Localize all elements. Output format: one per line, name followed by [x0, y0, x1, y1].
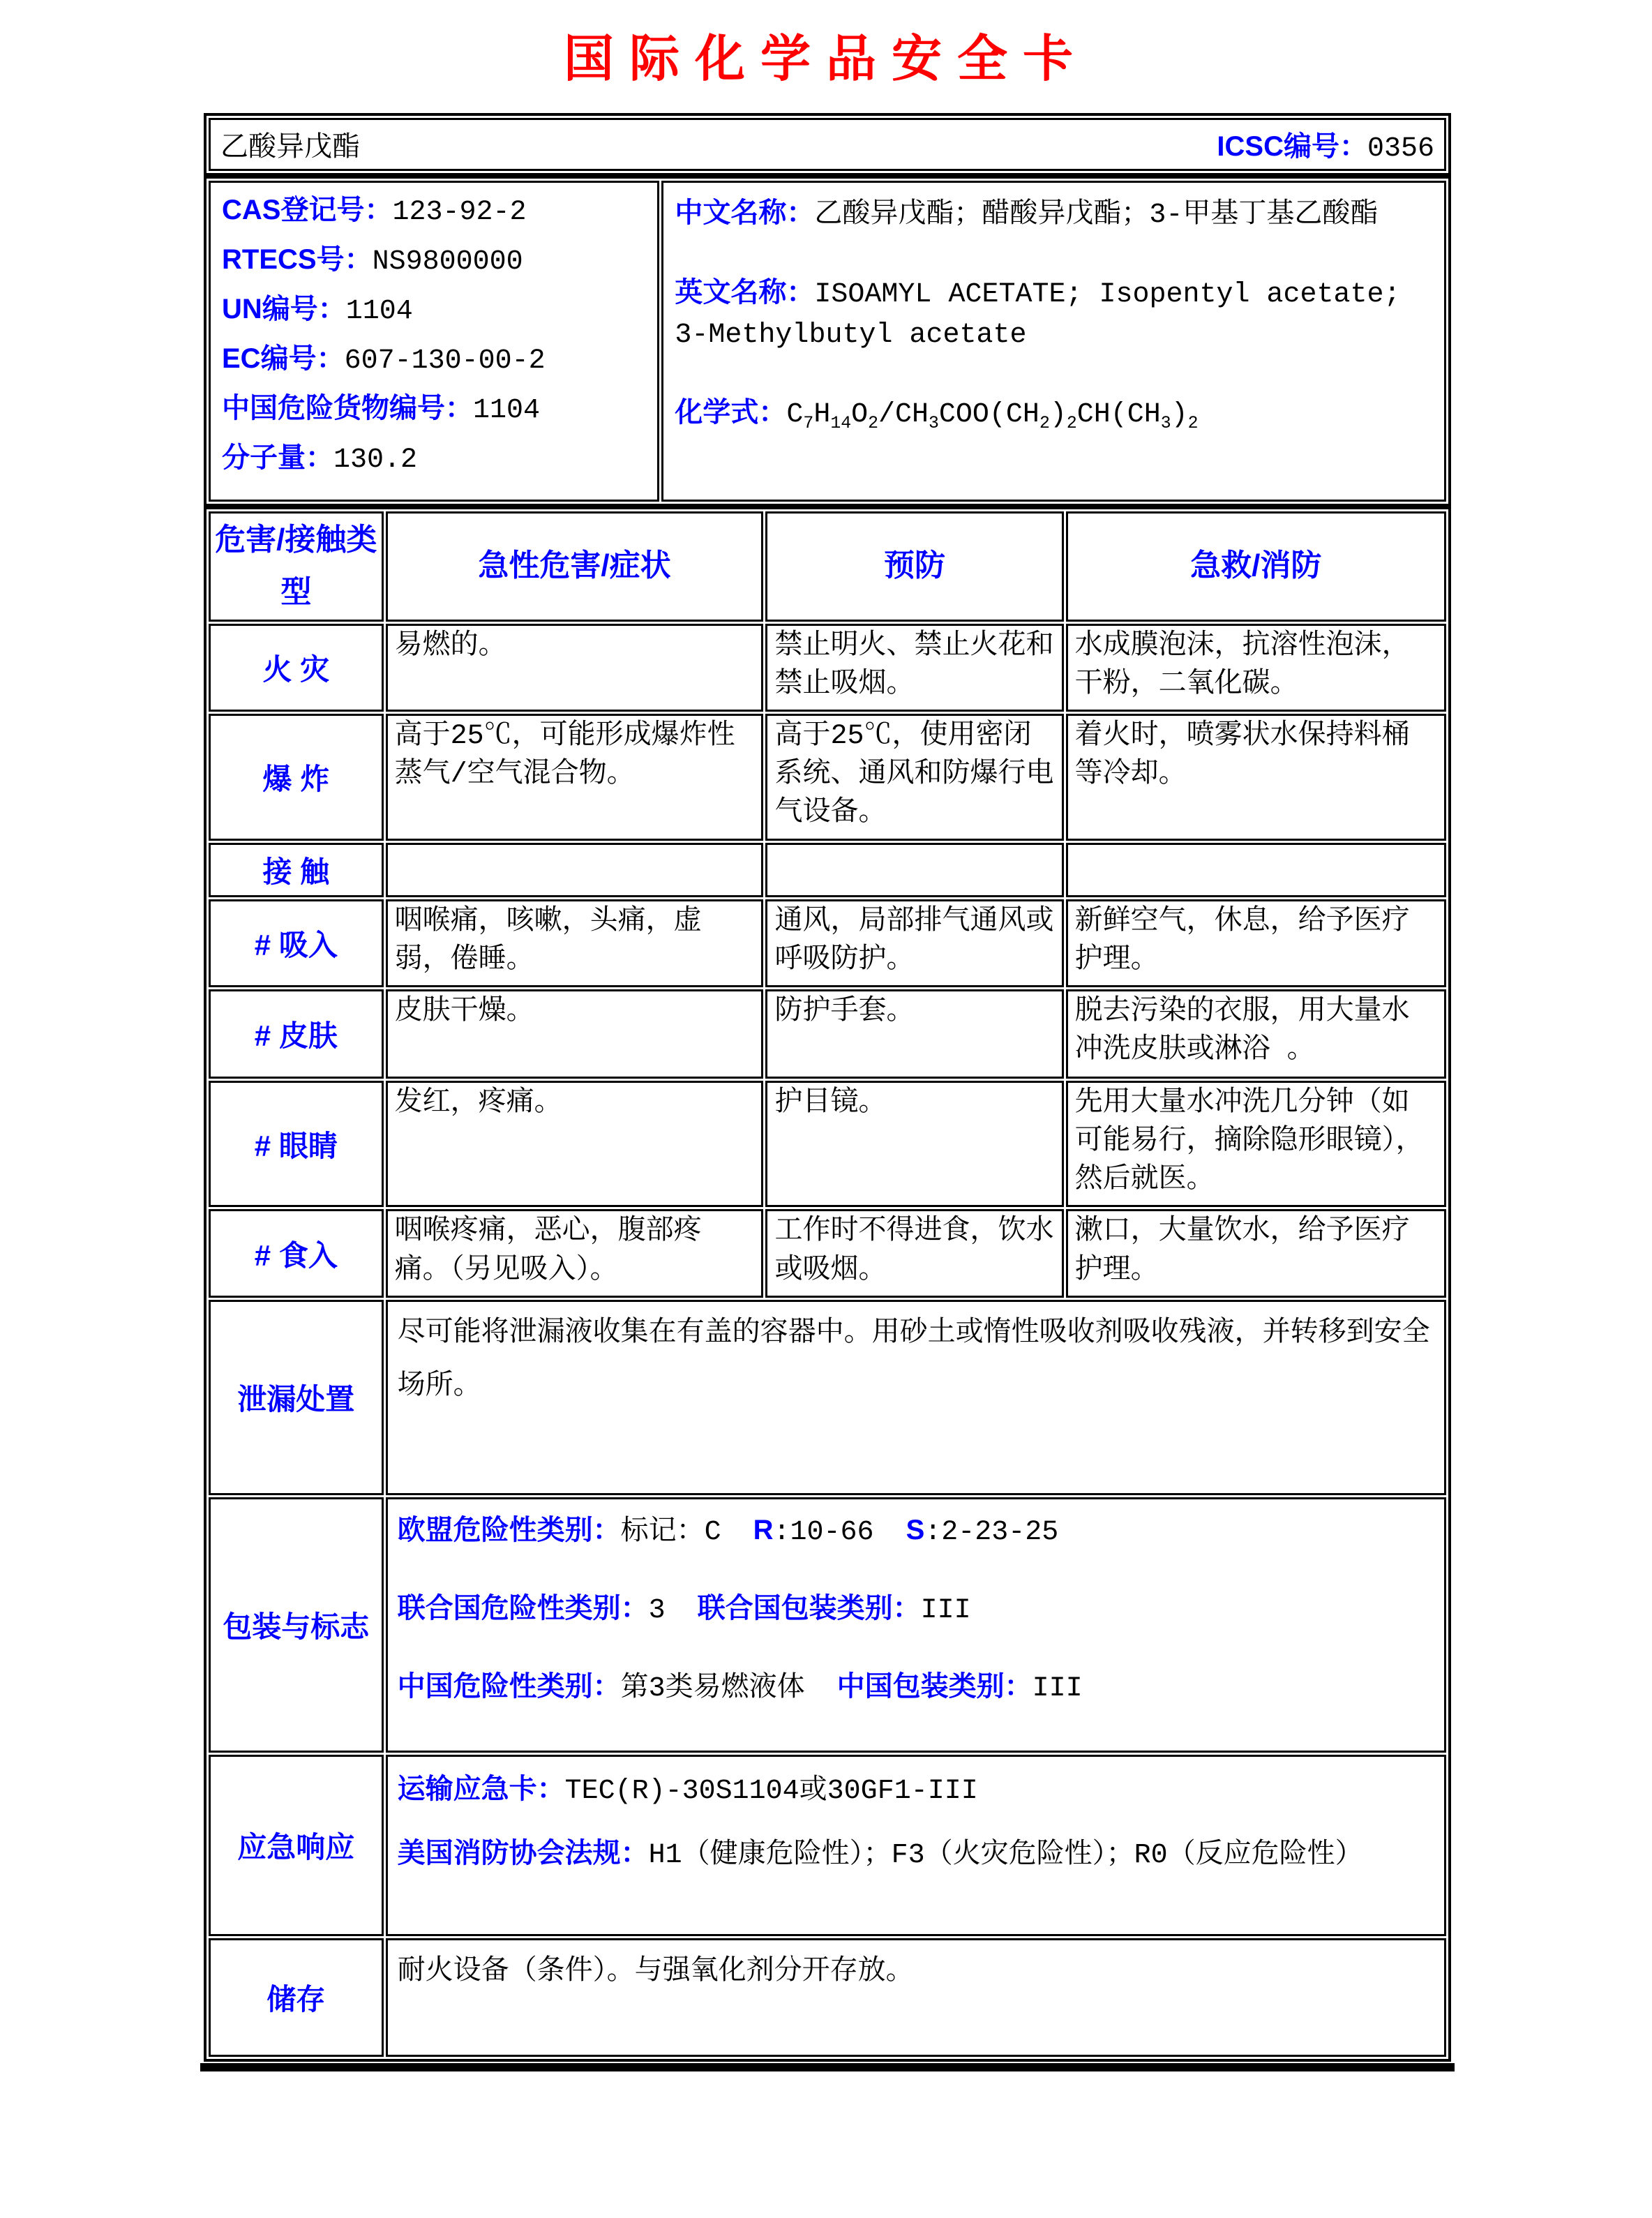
- cell-prevention: 护目镜。: [765, 1081, 1063, 1208]
- cn-class-line: [398, 1667, 1434, 1709]
- formula-value: $C_7H_{14}O_2/CH_3COO(CH_2)_2CH(CH_3)_2$: [786, 399, 1199, 433]
- cell-prevention: 高于25℃，使用密闭系统、通风和防爆行电气设备。: [765, 714, 1063, 841]
- identifier-line: [222, 193, 646, 230]
- eu-class-label: 欧盟危险性类别：: [397, 1514, 621, 1545]
- row-type-label: # 眼睛: [209, 1081, 384, 1208]
- icsc-label: ICSC编号：: [1217, 131, 1367, 162]
- tec-card-label: 运输应急卡：: [397, 1773, 565, 1804]
- identifier-label: UN编号：: [222, 294, 346, 324]
- en-name-label: 英文名称：: [675, 277, 815, 308]
- identifier-label: CAS登记号：: [222, 195, 393, 225]
- identifier-value: 1104: [473, 395, 541, 426]
- cell-symptoms: 皮肤干燥。: [386, 989, 764, 1079]
- identifiers-cell: [209, 181, 659, 502]
- un-class-line: [398, 1589, 1434, 1631]
- name-row: [209, 118, 1446, 171]
- row-type-label: # 食入: [209, 1209, 384, 1297]
- identifier-label: RTECS号：: [222, 244, 373, 275]
- header-symptoms: 急性危害/症状: [386, 511, 764, 622]
- cn-name-line: [675, 193, 1433, 236]
- row-type-label: # 皮肤: [209, 989, 384, 1079]
- row-type-label: 接 触: [209, 843, 384, 897]
- cell-prevention: 工作时不得进食，饮水或吸烟。: [765, 1209, 1063, 1297]
- tec-line: [398, 1762, 1434, 1818]
- hazard-row-skin: [209, 989, 1446, 1079]
- hazard-header-row: [209, 511, 1446, 622]
- spill-title: 泄漏处置: [209, 1300, 384, 1495]
- un-pack-label: 联合国包装类别：: [697, 1592, 921, 1624]
- identifier-line: [222, 391, 646, 428]
- hazard-table: [204, 507, 1451, 2062]
- row-type-label: 爆 炸: [209, 714, 384, 841]
- row-type-label: # 吸入: [209, 899, 384, 987]
- cell-prevention: 通风，局部排气通风或呼吸防护。: [765, 899, 1063, 987]
- cell-response: 先用大量水冲洗几分钟（如可能易行，摘除隐形眼镜），然后就医。: [1066, 1081, 1446, 1208]
- un-class-value: 3: [648, 1594, 666, 1626]
- cn-pack-value: III: [1032, 1672, 1083, 1704]
- nfpa-value: H1（健康危险性）；F3（火灾危险性）；R0（反应危险性）: [648, 1839, 1363, 1871]
- cell-symptoms: 咽喉痛，咳嗽，头痛，虚弱，倦睡。: [386, 899, 764, 987]
- eu-class-line: [398, 1511, 1434, 1552]
- packaging-title: 包装与标志: [209, 1497, 384, 1753]
- hazard-row-explosion: [209, 714, 1446, 841]
- cn-name-value: 乙酸异戊酯；醋酸异戊酯；3-甲基丁基乙酸酯: [814, 200, 1379, 231]
- nfpa-label: 美国消防协会法规：: [397, 1837, 649, 1868]
- cell-prevention: 防护手套。: [765, 989, 1063, 1079]
- storage-title: 储存: [209, 1938, 384, 2057]
- cn-name-label: 中文名称：: [675, 197, 815, 228]
- nfpa-line: [398, 1827, 1434, 1882]
- hazard-row-exposure: [209, 843, 1446, 897]
- s-phrase-value: :2-23-25: [924, 1516, 1059, 1548]
- un-pack-value: III: [920, 1594, 971, 1626]
- cn-class-label: 中国危险性类别：: [397, 1670, 621, 1702]
- identifier-line: [222, 292, 646, 329]
- tec-card-value: TEC(R)-30S1104或30GF1-III: [564, 1775, 978, 1807]
- cell-response: 脱去污染的衣服，用大量水冲洗皮肤或淋浴 。: [1066, 989, 1446, 1079]
- cn-class-value: 第3类易燃液体: [620, 1672, 805, 1704]
- identifier-line: [222, 242, 646, 280]
- identifier-value: 130.2: [333, 444, 418, 476]
- eu-class-value: 标记：C: [620, 1516, 721, 1548]
- cell-prevention: [765, 843, 1063, 897]
- header-prevention: 预防: [765, 511, 1063, 622]
- spill-text: 尽可能将泄漏液收集在有盖的容器中。用砂土或惰性吸收剂吸收残液，并转移到安全场所。: [397, 1317, 1430, 1402]
- r-phrase-label: R: [753, 1514, 774, 1545]
- un-class-label: 联合国危险性类别：: [397, 1592, 649, 1624]
- cell-symptoms: [386, 843, 764, 897]
- icsc-number: 0356: [1367, 133, 1434, 165]
- emergency-content: [386, 1755, 1446, 1936]
- cell-symptoms: 咽喉疼痛，恶心，腹部疼痛。（另见吸入）。: [386, 1209, 764, 1297]
- identifier-label: 中国危险货物编号：: [222, 393, 473, 424]
- identifier-line: [222, 440, 646, 478]
- formula-label: 化学式：: [675, 397, 787, 428]
- cell-symptoms: 易燃的。: [386, 624, 764, 712]
- identifier-label: 分子量：: [222, 442, 333, 473]
- section-row-storage: [209, 1938, 1446, 2057]
- cell-prevention: 禁止明火、禁止火花和禁止吸烟。: [765, 624, 1063, 712]
- section-row-spill: [209, 1300, 1446, 1495]
- cell-response: 漱口，大量饮水，给予医疗护理。: [1066, 1209, 1446, 1297]
- identifier-line: [222, 341, 646, 379]
- name-table: [204, 113, 1451, 176]
- en-name-value: ISOAMYL ACETATE; Isopentyl acetate; 3-Methylbutyl acetate: [675, 279, 1401, 351]
- section-row-emergency: [209, 1755, 1446, 1936]
- hazard-row-eyes: [209, 1081, 1446, 1208]
- storage-text: 耐火设备（条件）。与强氧化剂分开存放。: [397, 1956, 914, 1988]
- registry-table: [204, 176, 1451, 507]
- hazard-row-inhalation: [209, 899, 1446, 987]
- page-title: 国际化学品安全卡: [563, 31, 1088, 87]
- spill-content: [386, 1300, 1446, 1495]
- icsc-number-group: [1217, 124, 1434, 165]
- chemical-name: 乙酸异戊酯: [220, 133, 360, 165]
- row-type-label: 火 灾: [209, 624, 384, 712]
- cn-pack-label: 中国包装类别：: [836, 1670, 1032, 1702]
- safety-card-sheet: [204, 113, 1451, 2071]
- cell-response: 新鲜空气，休息，给予医疗护理。: [1066, 899, 1446, 987]
- header-response: 急救/消防: [1066, 511, 1446, 622]
- registry-row: [209, 181, 1446, 502]
- identifier-label: EC编号：: [222, 343, 345, 374]
- hazard-row-fire: [209, 624, 1446, 712]
- identifier-value: 607-130-00-2: [344, 345, 546, 377]
- section-row-packaging: [209, 1497, 1446, 1753]
- cell-response: [1066, 843, 1446, 897]
- identifier-value: NS9800000: [372, 246, 523, 278]
- formula-line: [675, 392, 1433, 435]
- names-cell: [661, 181, 1446, 502]
- en-name-line: [675, 272, 1433, 356]
- cell-response: 水成膜泡沫，抗溶性泡沫，干粉，二氧化碳。: [1066, 624, 1446, 712]
- storage-content: [386, 1938, 1446, 2057]
- cell-response: 着火时，喷雾状水保持料桶等冷却。: [1066, 714, 1446, 841]
- s-phrase-label: S: [906, 1514, 925, 1545]
- r-phrase-value: :10-66: [773, 1516, 874, 1548]
- identifier-value: 123-92-2: [392, 197, 527, 228]
- hazard-row-ingestion: [209, 1209, 1446, 1297]
- packaging-content: [386, 1497, 1446, 1753]
- cell-symptoms: 高于25℃，可能形成爆炸性蒸气/空气混合物。: [386, 714, 764, 841]
- identifier-value: 1104: [345, 296, 413, 327]
- bottom-rule: [200, 2063, 1455, 2071]
- emergency-title: 应急响应: [209, 1755, 384, 1936]
- cell-symptoms: 发红，疼痛。: [386, 1081, 764, 1208]
- header-hazard-type: 危害/接触类型: [209, 511, 384, 622]
